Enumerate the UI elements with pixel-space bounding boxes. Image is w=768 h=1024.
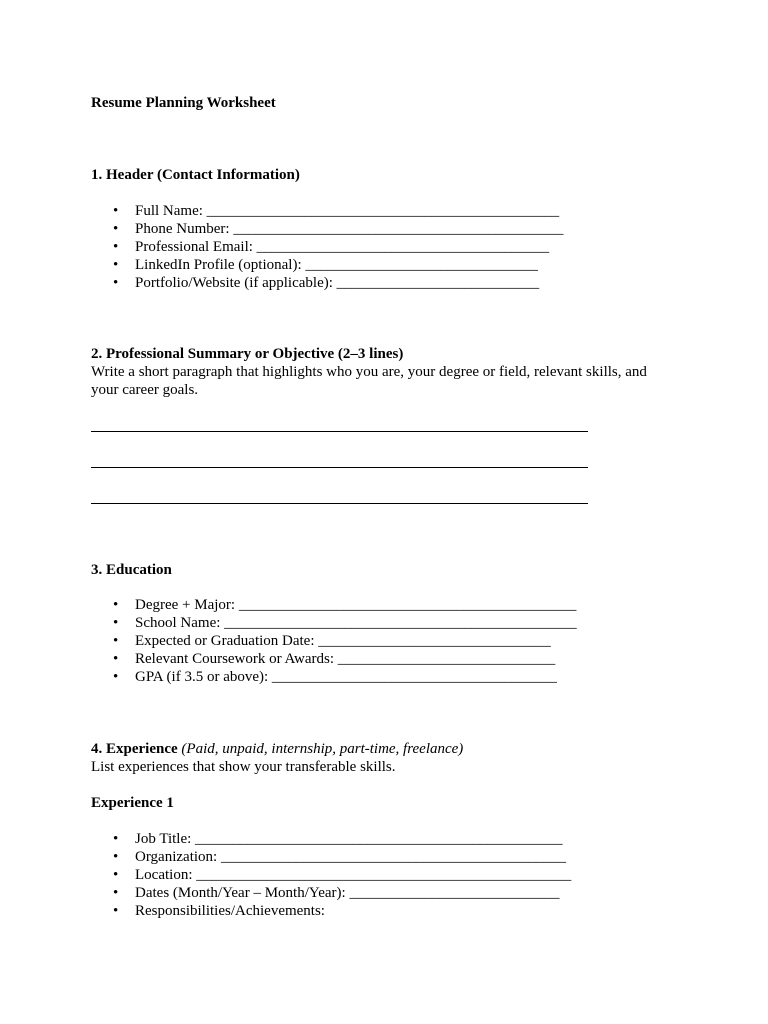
list-item [91, 238, 563, 256]
graduation-date-field: Expected or Graduation Date: _______________________________ [135, 633, 551, 649]
bullet-icon: • [113, 275, 119, 291]
bullet-icon: • [113, 885, 119, 901]
bullet-icon: • [113, 669, 119, 685]
bullet-icon: • [113, 203, 119, 219]
organization-field: Organization: ______________________________________________ [135, 849, 566, 865]
degree-field: Degree + Major: _____________________________________________ [135, 597, 577, 613]
responsibilities-field: Responsibilities/Achievements: [135, 903, 325, 919]
page-title: Resume Planning Worksheet [91, 95, 276, 111]
bullet-icon: • [113, 831, 119, 847]
section-education-heading: 3. Education [91, 562, 172, 578]
experience-heading-text: 4. Experience [91, 741, 178, 757]
list-item [91, 866, 571, 884]
gpa-field: GPA (if 3.5 or above): ______________________________________ [135, 669, 557, 685]
list-item [91, 830, 571, 848]
section-summary-heading: 2. Professional Summary or Objective (2–3 lines) [91, 346, 404, 362]
summary-description-line-2: your career goals. [91, 382, 199, 398]
list-item [91, 256, 563, 274]
bullet-icon: • [113, 615, 119, 631]
summary-writing-line [91, 431, 588, 432]
experience-subheading: Experience 1 [91, 795, 174, 811]
bullet-icon: • [113, 597, 119, 613]
bullet-icon: • [113, 903, 119, 919]
school-name-field: School Name: _______________________________________________ [135, 615, 577, 631]
list-item [91, 202, 563, 220]
list-item [91, 614, 577, 632]
contact-info-list [91, 202, 563, 292]
portfolio-field: Portfolio/Website (if applicable): ___________________________ [135, 275, 540, 291]
list-item [91, 220, 563, 238]
linkedin-field: LinkedIn Profile (optional): _______________________________ [135, 257, 538, 273]
summary-description-line-1: Write a short paragraph that highlights who you are, your degree or field, relevant skills, and [91, 364, 647, 380]
summary-writing-line [91, 467, 588, 468]
bullet-icon: • [113, 651, 119, 667]
list-item [91, 902, 571, 920]
list-item [91, 650, 577, 668]
experience-description: List experiences that show your transferable skills. [91, 759, 396, 775]
list-item [91, 596, 577, 614]
list-item [91, 632, 577, 650]
bullet-icon: • [113, 239, 119, 255]
job-title-field: Job Title: _________________________________________________ [135, 831, 563, 847]
bullet-icon: • [113, 221, 119, 237]
list-item [91, 884, 571, 902]
experience-heading-note: (Paid, unpaid, internship, part-time, freelance) [181, 741, 464, 757]
bullet-icon: • [113, 257, 119, 273]
experience-list [91, 830, 571, 920]
bullet-icon: • [113, 867, 119, 883]
full-name-field: Full Name: _______________________________________________ [135, 203, 560, 219]
coursework-field: Relevant Coursework or Awards: _____________________________ [135, 651, 556, 667]
location-field: Location: __________________________________________________ [135, 867, 572, 883]
section-experience-heading [91, 740, 463, 758]
education-list [91, 596, 577, 686]
summary-writing-line [91, 503, 588, 504]
bullet-icon: • [113, 633, 119, 649]
list-item [91, 668, 577, 686]
list-item [91, 274, 563, 292]
bullet-icon: • [113, 849, 119, 865]
phone-number-field: Phone Number: ____________________________________________ [135, 221, 564, 237]
list-item [91, 848, 571, 866]
email-field: Professional Email: _______________________________________ [135, 239, 550, 255]
dates-field: Dates (Month/Year – Month/Year): ____________________________ [135, 885, 560, 901]
section-header-heading: 1. Header (Contact Information) [91, 167, 300, 183]
